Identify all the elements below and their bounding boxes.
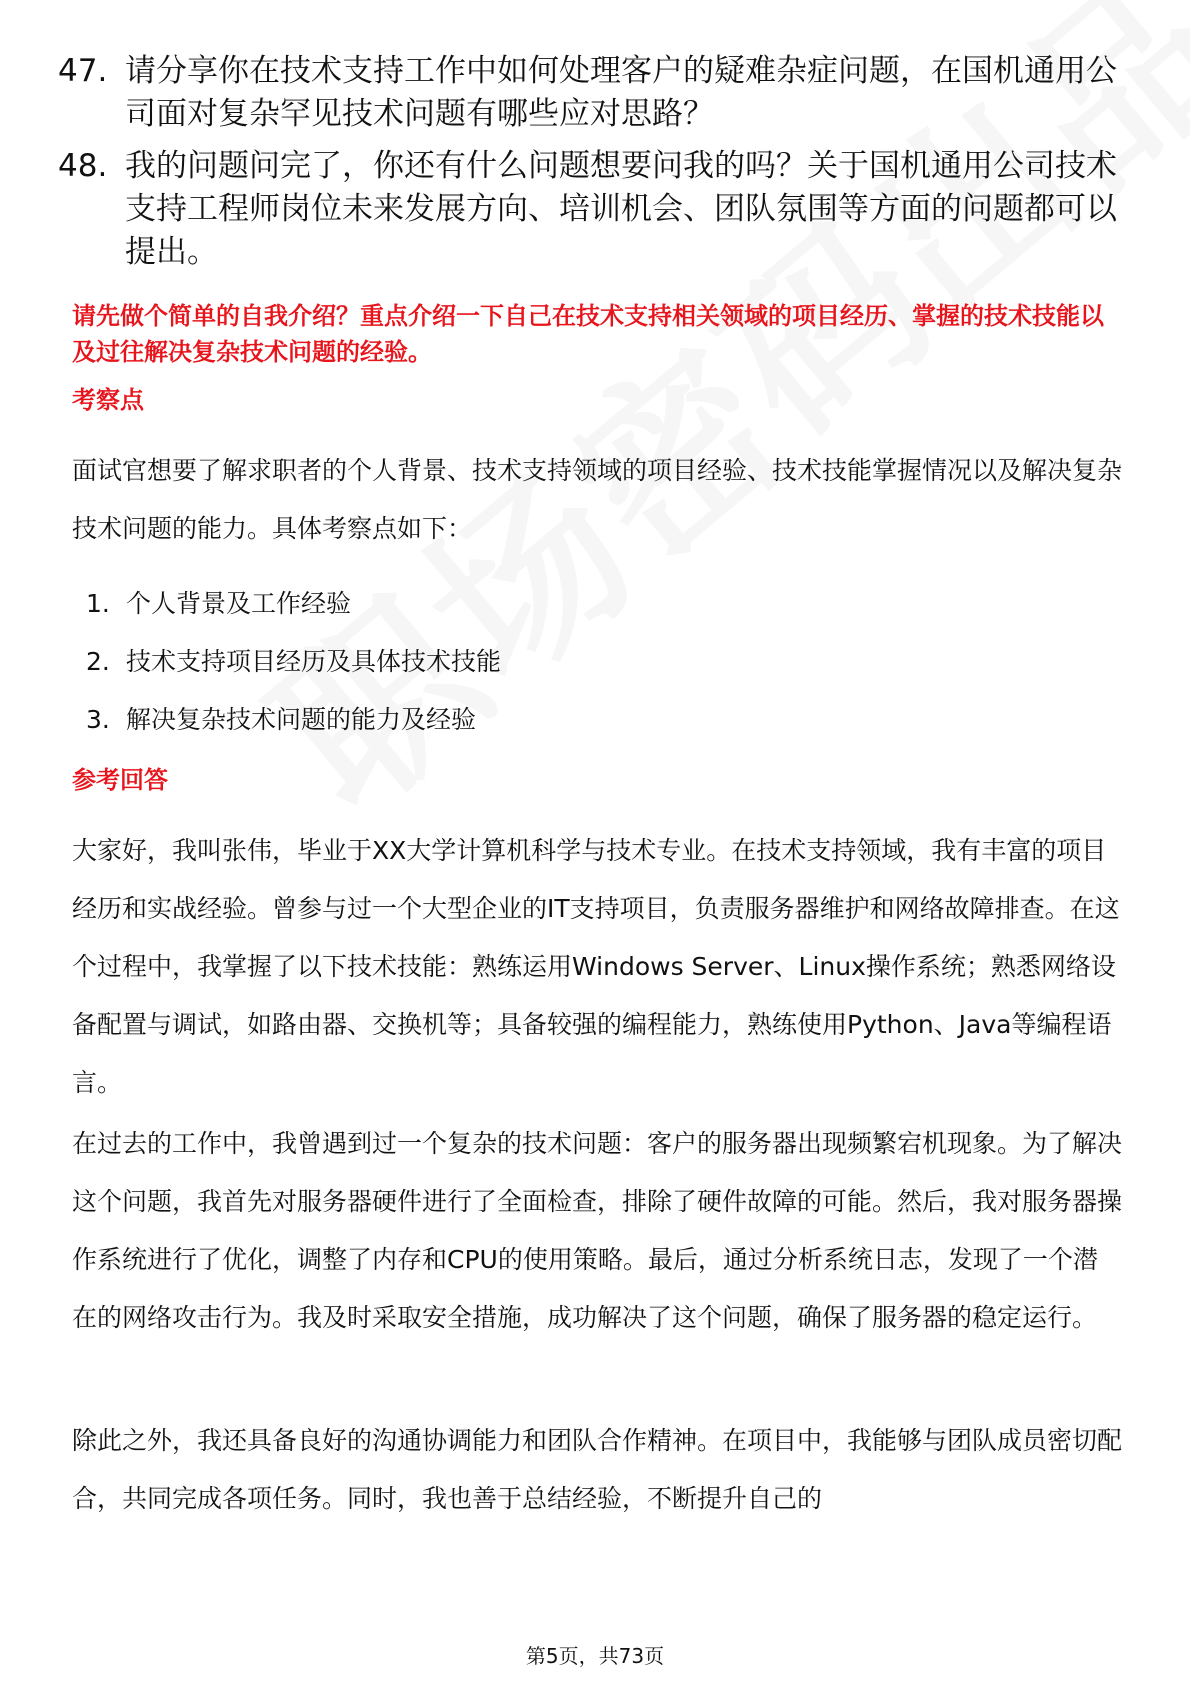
list-item-number: 2. — [86, 647, 110, 676]
question-number: 48. — [58, 148, 108, 184]
answer-paragraph-3: 除此之外，我还具备良好的沟通协调能力和团队合作精神。在项目中，我能够与团队成员密切配合，共同完成各项任务。同时，我也善于总结经验，不断提升自己的 — [72, 1426, 1123, 1513]
exam-points-intro: 面试官想要了解求职者的个人背景、技术支持领域的项目经验、技术技能掌握情况以及解决复杂技术问题的能力。具体考察点如下： — [72, 456, 1123, 543]
question-number: 47. — [58, 53, 108, 89]
list-item — [86, 633, 986, 691]
list-item-text: 解决复杂技术问题的能力及经验 — [126, 705, 477, 734]
list-item-number: 3. — [86, 705, 110, 734]
question-text: 我的问题问完了，你还有什么问题想要问我的吗？关于国机通用公司技术支持工程师岗位未来发展方向、培训机会、团队氛围等方面的问题都可以提出。 — [125, 148, 1117, 270]
list-item-text: 技术支持项目经历及具体技术技能 — [126, 647, 502, 676]
question-47 — [58, 50, 1118, 136]
reference-answer-label: 参考回答 — [72, 766, 168, 794]
exam-points-label: 考察点 — [72, 386, 144, 414]
page-footer: 第5页，共73页 — [525, 1644, 665, 1668]
answer-paragraph-1: 大家好，我叫张伟，毕业于XX大学计算机科学与技术专业。在技术支持领域，我有丰富的项目经历和实战经验。曾参与过一个大型企业的IT支持项目，负责服务器维护和网络故障排查。在这个过程中，我掌握了以下技术技能：熟练运用Windows Server、Linux操作系统；熟悉网络设备配置与调试，如路由器、交换机等；具备较强的编程能力，熟练使用Python、Java等编程语言。 — [72, 836, 1120, 1097]
highlight-question: 请先做个简单的自我介绍？重点介绍一下自己在技术支持相关领域的项目经历、掌握的技术技能以及过往解决复杂技术问题的经验。 — [72, 302, 1104, 366]
answer-paragraph-2: 在过去的工作中，我曾遇到过一个复杂的技术问题：客户的服务器出现频繁宕机现象。为了解决这个问题，我首先对服务器硬件进行了全面检查，排除了硬件故障的可能。然后，我对服务器操作系统进行了优化，调整了内存和CPU的使用策略。最后，通过分析系统日志，发现了一个潜在的网络攻击行为。我及时采取安全措施，成功解决了这个问题，确保了服务器的稳定运行。 — [72, 1129, 1123, 1332]
exam-points-list — [86, 575, 986, 749]
list-item — [86, 575, 986, 633]
list-item-number: 1. — [86, 589, 110, 618]
question-48 — [58, 145, 1118, 274]
list-item-text: 个人背景及工作经验 — [126, 589, 352, 618]
question-text: 请分享你在技术支持工作中如何处理客户的疑难杂症问题，在国机通用公司面对复杂罕见技术问题有哪些应对思路？ — [125, 53, 1117, 132]
list-item — [86, 691, 986, 749]
